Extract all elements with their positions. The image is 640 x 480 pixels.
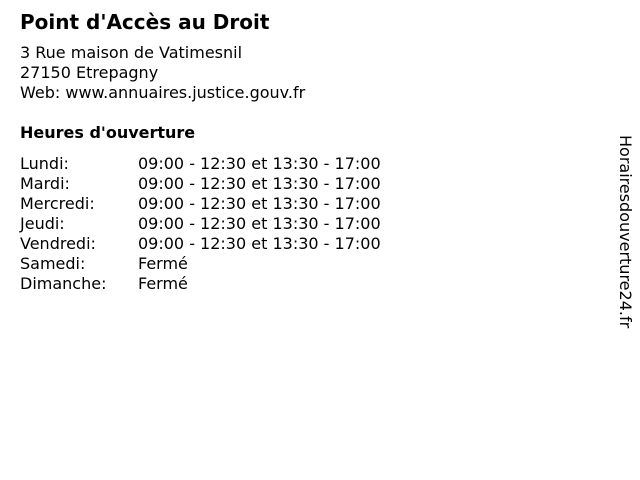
hours-table [20, 154, 381, 294]
day-hours: 09:00 - 12:30 et 13:30 - 17:00 [138, 214, 381, 233]
day-hours: Fermé [138, 254, 188, 273]
hours-heading: Heures d'ouverture [20, 123, 196, 142]
day-hours: 09:00 - 12:30 et 13:30 - 17:00 [138, 194, 381, 213]
hours-row-mardi [20, 174, 381, 194]
address-web: Web: www.annuaires.justice.gouv.fr [20, 83, 306, 102]
day-label: Mercredi: [20, 194, 95, 213]
day-label: Samedi: [20, 254, 86, 273]
day-label: Lundi: [20, 154, 69, 173]
hours-row-jeudi [20, 214, 381, 234]
hours-row-lundi [20, 154, 381, 174]
address-street: 3 Rue maison de Vatimesnil [20, 43, 243, 62]
hours-row-samedi [20, 254, 381, 274]
day-hours: 09:00 - 12:30 et 13:30 - 17:00 [138, 154, 381, 173]
day-hours: Fermé [138, 274, 188, 293]
page-title: Point d'Accès au Droit [20, 10, 270, 34]
day-label: Jeudi: [20, 214, 65, 233]
day-label: Dimanche: [20, 274, 107, 293]
day-hours: 09:00 - 12:30 et 13:30 - 17:00 [138, 174, 381, 193]
hours-row-dimanche [20, 274, 381, 294]
day-label: Vendredi: [20, 234, 96, 253]
hours-row-vendredi [20, 234, 381, 254]
site-brand-watermark: Horairesdouverture24.fr [616, 135, 635, 329]
day-label: Mardi: [20, 174, 70, 193]
hours-row-mercredi [20, 194, 381, 214]
address-block [20, 43, 305, 103]
day-hours: 09:00 - 12:30 et 13:30 - 17:00 [138, 234, 381, 253]
address-city: 27150 Etrepagny [20, 63, 159, 82]
